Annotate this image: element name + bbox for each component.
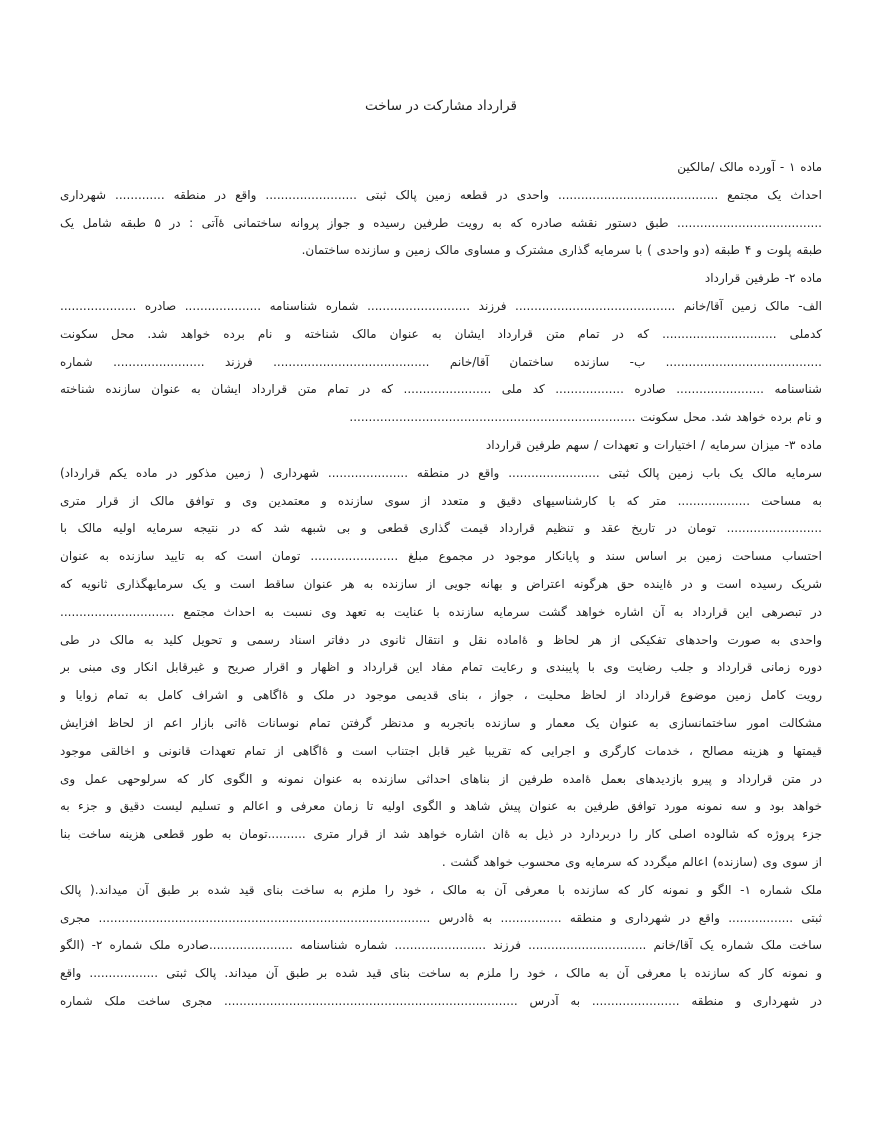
text-line: دوره زمانی قرارداد و جلب رضایت وی با پایبندی و رعایت تمام مفاد این قرارداد و اظهار و اقرار صریح و غیرقابل انکار وی مبنی بر [60, 660, 822, 675]
text-line: ماده ۲- طرفین قرارداد [704, 271, 822, 286]
text-line: جزء پروژه که شالوده اصلی کار را دربردارد در ذیل به ۀان اشاره خواهد شد از قرار متری ..........تومان به طور قطعی هزینه ساخت بنا [60, 827, 822, 842]
text-line: ماده ۳- میزان سرمایه / اختیارات و تعهدات / سهم طرفین قرارداد [485, 437, 822, 452]
text-line: در شهرداری و منطقه ....................... به آدرس ............................................................................. مجری ساخت ملک شماره [60, 993, 822, 1008]
text-line: شناسنامه ....................... صادره .................. کد ملی ....................... که در تمام متن قرارداد ایشان به عنوان سازنده شناخته [60, 382, 822, 397]
text-line: ......................................... ب- سازنده ساختمان آقا/خانم ......................................... فرزند ........................ شماره [60, 354, 822, 369]
text-line: احتساب مساحت زمین بر اساس سند و پایانکار موجود در مجموع مبلغ ....................... تومان است که به تایید سازنده به عنوان [60, 549, 822, 564]
text-line: سرمایه مالک یک باب زمین پالک ثبتی ........................ واقع در منطقه ..................... شهرداری ( زمین مذکور در ماده یکم قرارداد) [60, 465, 822, 480]
text-line: ساخت ملک شماره یک آقا/خانم ............................... فرزند ........................ شماره شناسنامه ......................صادره ملک شماره ۲- (الگو [60, 938, 822, 953]
document-body [60, 154, 822, 1016]
text-line: از سوی وی (سازنده) اعالم میگردد که سرمایه وی محسوب خواهد گشت . [441, 854, 822, 869]
text-line: ......................... تومان در تاریخ عقد و تنظیم قرارداد قیمت گذاری قطعی و بی شبهه شد که در نتیجه سرمایه اولیه مالک با [60, 521, 822, 536]
text-line: ...................................... طبق دستور نقشه صادره که به رویت طرفین رسیده و جواز پروانه ساختمانی ۀآتی : در ۵ طبقه شامل یک [60, 215, 822, 230]
text-line: الف- مالک زمین آقا/خانم .......................................... فرزند ........................... شماره شناسنامه .................... صادره .................... [60, 298, 822, 313]
text-line: در متن قرارداد و پیرو بازدیدهای بعمل ۀامده طرفین از بناهای احداثی سازنده به عنوان نمونه و الگوی کار که سرلوحهی عمل وی [60, 771, 822, 786]
text-line: شریک رسیده است و در ۀاینده حق هرگونه اعتراض و بهانه جویی از سازنده به هر عنوان ساقط است و یک سرمایهگذاری ثانویه که [60, 576, 822, 591]
document-title: قرارداد مشارکت در ساخت [365, 98, 517, 114]
text-line: خواهد بود و سه نمونه مورد توافق طرفین به عنوان پیش شاهد و الگوی اولیه تا زمان معرفی و اعالم و تسلیم لیست دقیق و جزء به [60, 799, 822, 814]
text-line: ملک شماره ۱- الگو و نمونه کار که سازنده با معرفی آن به مالک ، خود را ملزم به ساخت بنای قید شده بر طبق آن میداند.( پالک [60, 882, 822, 897]
text-line: مشکالت امور ساختمانسازی به عنوان یک معمار و سازنده باتجربه و مدنظر گرفتن تمام نوسانات ۀاتی بازار اعم از لحاظ افزایش [60, 715, 822, 730]
text-line: قیمتها و هزینه مصالح ، خدمات کارگری و اجرایی که تقریبا غیر قابل اجتناب است و ۀاگاهی از تمام تعهدات قانونی و اخالقی موجود [60, 743, 822, 758]
text-line: کدملی .............................. که در تمام متن قرارداد ایشان به عنوان مالک شناخته و نام برده خواهد شد. محل سکونت [60, 326, 822, 341]
text-line: واحدی به صورت واحدهای تفکیکی از هر لحاظ و ۀاماده نقل و انتقال ثانوی در دفاتر اسناد رسمی و تحویل کلید به مالک در طی [60, 632, 822, 647]
text-line: احداث یک مجتمع .......................................... واحدی در قطعه زمین پالک ثبتی ........................ واقع در منطقه ............. شهرداری [60, 187, 822, 202]
text-line: طبقه پلوت و ۴ طبقه (دو واحدی ) با سرمایه گذاری مشترک و مساوی مالک زمین و سازنده ساختمان. [301, 243, 822, 258]
text-line: به مساحت ................... متر که با کارشناسیهای دقیق و متعدد از سوی سازنده و معتمدین وی و توافق مالک از قرار متری [60, 493, 822, 508]
text-line: و نام برده خواهد شد. محل سکونت ........................................................................... [349, 410, 822, 425]
text-line: ثبتی ................. واقع در شهرداری و منطقه ................ به ۀادرس ....................................................................................... مجری [60, 910, 822, 925]
text-line: در تبصرهی این قرارداد به آن اشاره خواهد گشت سرمایه سازنده با عنایت به تعهد وی نسبت به احداث مجتمع .............................. [60, 604, 822, 619]
text-line: رویت کامل زمین موضوع قرارداد از لحاظ محلیت ، جواز ، بنای قدیمی موجود در ملک و ۀاگاهی و اشراف کامل به تمام زوایا و [60, 688, 822, 703]
text-line: و نمونه کار که سازنده با معرفی آن به مالک ، خود را ملزم به ساخت بنای قید شده بر طبق آن میداند. پالک ثبتی .................. واقع [60, 966, 822, 981]
text-line: ماده ۱ - آورده مالک /مالکین [677, 160, 822, 174]
